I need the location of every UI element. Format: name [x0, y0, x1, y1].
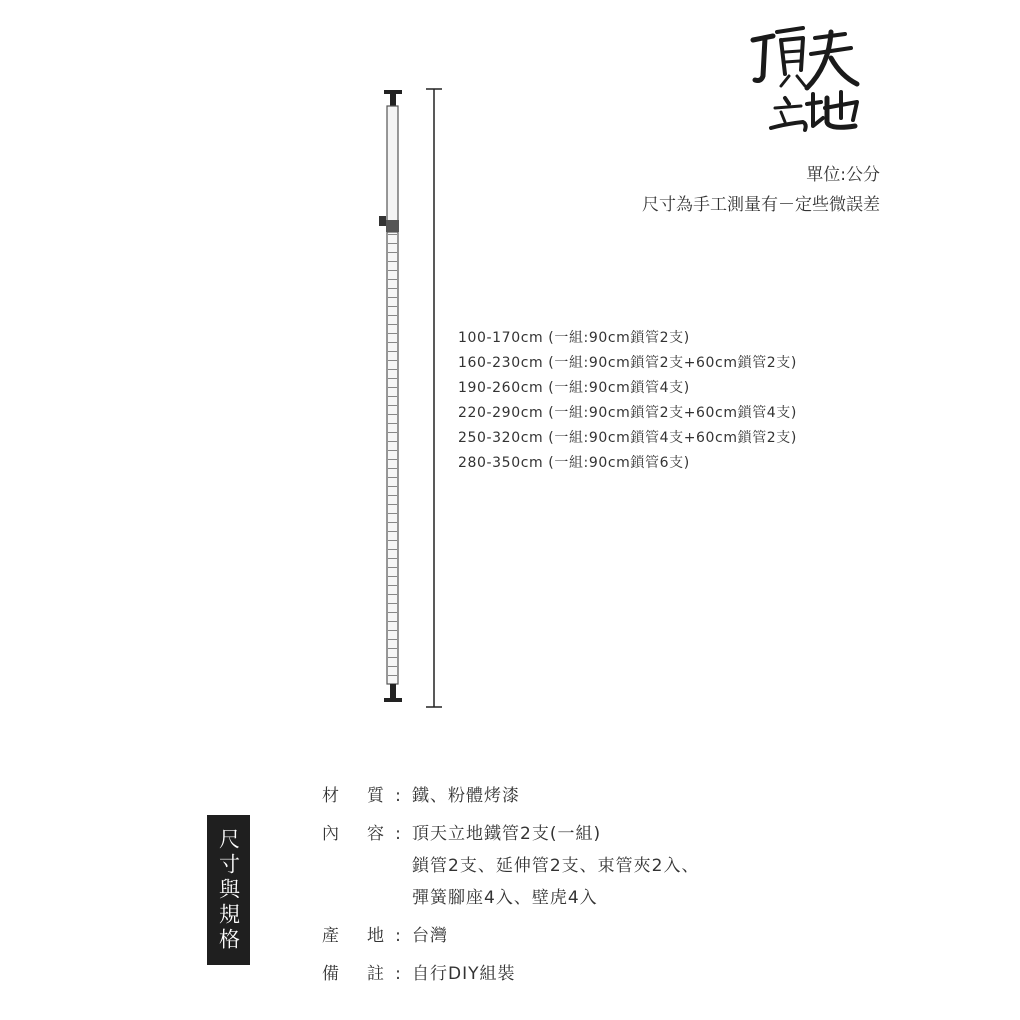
spec-label [322, 920, 384, 952]
brand-logo [745, 18, 870, 138]
size-spec-tab: 尺寸與規格 [207, 815, 250, 965]
spec-colon: : [395, 824, 401, 844]
size-option: 190-260cm (一組:90cm鎖管4支) [458, 380, 690, 396]
spec-label-char: 材 [322, 786, 339, 806]
spec-label-char: 註 [367, 964, 384, 984]
size-option: 100-170cm (一組:90cm鎖管2支) [458, 330, 690, 346]
spec-label [322, 780, 384, 812]
spec-value-contents [412, 818, 699, 914]
spec-row-contents [322, 818, 699, 914]
spec-label [322, 958, 384, 990]
spec-row-material [322, 780, 699, 812]
spec-row-origin [322, 920, 699, 952]
size-option: 250-320cm (一組:90cm鎖管4支+60cm鎖管2支) [458, 430, 797, 446]
spec-label-char: 備 [322, 964, 339, 984]
tolerance-note: 尺寸為手工測量有－定些微誤差 [642, 195, 880, 215]
spec-label-char: 容 [367, 824, 384, 844]
spec-table [322, 780, 699, 990]
spec-colon: : [395, 926, 401, 946]
spec-colon: : [395, 964, 401, 984]
size-option: 160-230cm (一組:90cm鎖管2支+60cm鎖管2支) [458, 355, 797, 371]
spec-label-char: 地 [367, 926, 384, 946]
unit-notes [642, 160, 880, 220]
height-measure-line [422, 88, 446, 708]
spec-label-char: 內 [322, 824, 339, 844]
spec-value-material: 鐵、粉體烤漆 [412, 786, 520, 806]
contents-line: 彈簧腳座4入、壁虎4入 [412, 888, 598, 908]
size-option: 220-290cm (一組:90cm鎖管2支+60cm鎖管4支) [458, 405, 797, 421]
unit-label: 單位:公分 [806, 165, 880, 185]
size-option: 280-350cm (一組:90cm鎖管6支) [458, 455, 690, 471]
pole-illustration [378, 86, 408, 710]
spec-row-remark [322, 958, 699, 990]
spec-label [322, 818, 384, 850]
contents-line: 鎖管2支、延伸管2支、束管夾2入、 [412, 856, 700, 876]
spec-colon: : [395, 786, 401, 806]
spec-label-char: 質 [367, 786, 384, 806]
contents-line: 頂天立地鐵管2支(一組) [412, 824, 602, 844]
size-options-list [458, 326, 797, 476]
spec-label-char: 產 [322, 926, 339, 946]
spec-value-remark: 自行DIY組裝 [412, 964, 516, 984]
spec-value-origin: 台灣 [412, 926, 448, 946]
